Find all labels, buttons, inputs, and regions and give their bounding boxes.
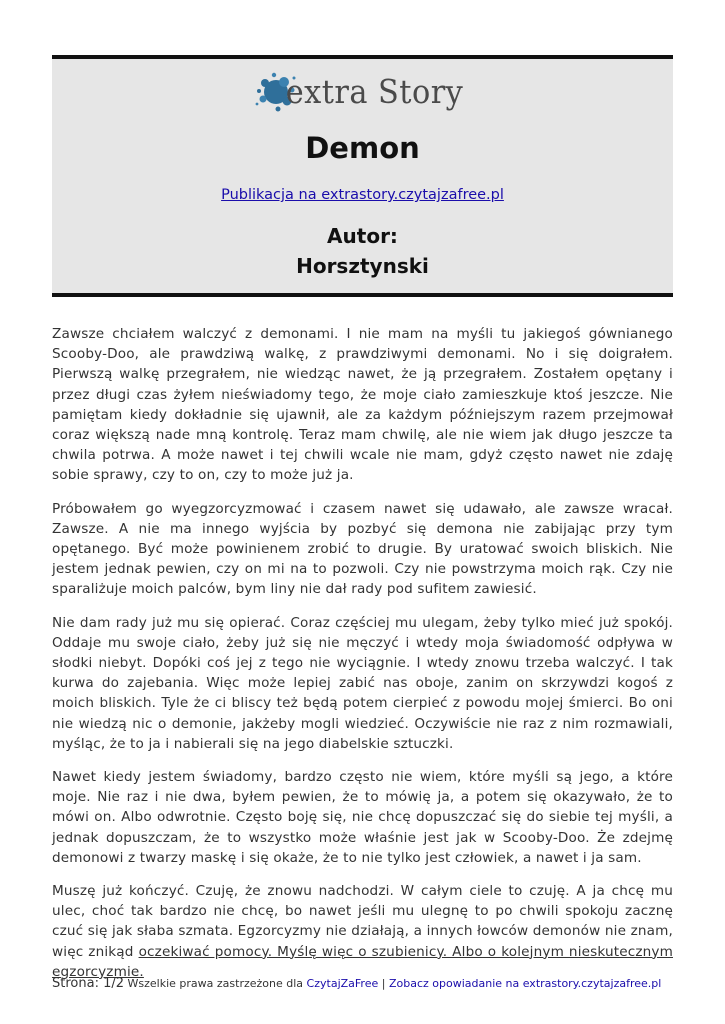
author-name: Horsztynski bbox=[296, 254, 429, 278]
story-link[interactable]: Zobacz opowiadanie na extrastory.czytajzafree.pl bbox=[388, 977, 662, 990]
paragraph: Próbowałem go wyegzorcyzmować i czasem nawet się udawało, ale zawsze wracał. Zawsze. A nie ma innego wyjścia by pozbyć się demona nie zabijając przy tym opętanego. Być może powinienem zrobić to drugie. By uratować swoich bliskich. Nie jestem jednak pewien, czy on mi na to pozwoli. Czy nie powstrzyma moich rąk. Czy nie sparaliżuje moich palców, bym liny nie dał rady pod sufitem zawiesić. bbox=[52, 500, 673, 598]
paragraph: Nawet kiedy jestem świadomy, bardzo często nie wiem, które myśli są jego, a które moje. Nie raz i nie dwa, byłem pewien, że to mówię ja, a potem się okazywało, że to mówi on. Albo odwrotnie. Często boję się, nie chcę dopuszczać się do siebie tej myśli, a jednak dopuszczam, że to wszystko może właśnie jest jak w Scooby-Doo. Że zdejmę demonowi z twarzy maskę i się okaże, że to nie tylko jest człowiek, a nawet i ja sam. bbox=[52, 769, 673, 866]
story-title: Demon bbox=[305, 131, 420, 165]
story-body bbox=[52, 324, 673, 995]
paragraph: Zawsze chciałem walczyć z demonami. I nie mam na myśli tu jakiegoś gównianego Scooby-Doo, ale prawdziwą walkę, z prawdziwymi demonami. No i się doigrałem. Pierwszą walkę przegrałem, nie wiedząc nawet, że ją przegrałem. Zostałem opętany i przez długi czas żyłem nieświadomy tego, że moje ciało zamieszkuje ktoś jeszcze. Nie pamiętam kiedy dokładnie się ujawnił, ale za każdym późniejszym razem przejmował coraz większą nade mną kontrolę. Teraz mam chwilę, ale nie wiem jak długo jeszcze ta chwila potrwa. A może nawet i tej chwili wcale nie mam, gdyż często nawet nie zdaję sobie sprawy, czy to on, czy to może już ja. bbox=[52, 326, 673, 484]
author-label: Autor: bbox=[327, 224, 398, 248]
logo-text: extra Story bbox=[285, 71, 464, 111]
rights-text: Wszelkie prawa zastrzeżone dla bbox=[127, 977, 304, 990]
paragraph bbox=[52, 881, 673, 982]
page-number: Strona: 1/2 bbox=[52, 976, 125, 991]
paragraph: Nie dam rady już mu się opierać. Coraz częściej mu ulegam, żeby tylko mieć już spokój. Oddaje mu swoje ciało, żeby już się nie męczyć i wtedy moja świadomość odpływa w słodki niebyt. Dopóki coś jej z tego nie wyciągnie. I wtedy znowu trzeba walczyć. I tak kurwa do zajebania. Więc może lepiej zabić nas oboje, zanim on skrzywdzi kogoś z moich bliskich. Tyle że ci bliscy też będą potem cierpieć z powodu mojej śmierci. Bo oni nie wiedzą nic o demonie, jakżeby mogli wiedzieć. Oczywiście nie raz z nim rozmawiali, myśląc, że to ja i nabierali się na jego diabelskie sztuczki. bbox=[52, 614, 673, 752]
page-footer bbox=[52, 976, 692, 991]
paragraph-text: Muszę już kończyć. Czuję, że znowu nadchodzi. W całym ciele to czuję. A ja chcę mu ulec, choć tak bardzo nie chcę, bo nawet jeśli mu ulegnę to po chwili spokoju zacznę czuć się jak słaba szmata. Egzorcyzmy nie działają, a innych łowców demonów nie znam, więc znikąd bbox=[52, 883, 673, 960]
footer-separator: | bbox=[381, 977, 386, 990]
czytajzafree-link[interactable]: CzytajZaFree bbox=[306, 977, 379, 990]
site-logo[interactable] bbox=[52, 63, 673, 119]
story-header bbox=[52, 55, 673, 297]
paragraph-text-underlined: oczekiwać pomocy. Myślę więc o szubienicy. Albo o kolejnym nieskutecznym egzorcyzmie. bbox=[52, 943, 673, 980]
publication-link[interactable]: Publikacja na extrastory.czytajzafree.pl bbox=[221, 187, 504, 203]
